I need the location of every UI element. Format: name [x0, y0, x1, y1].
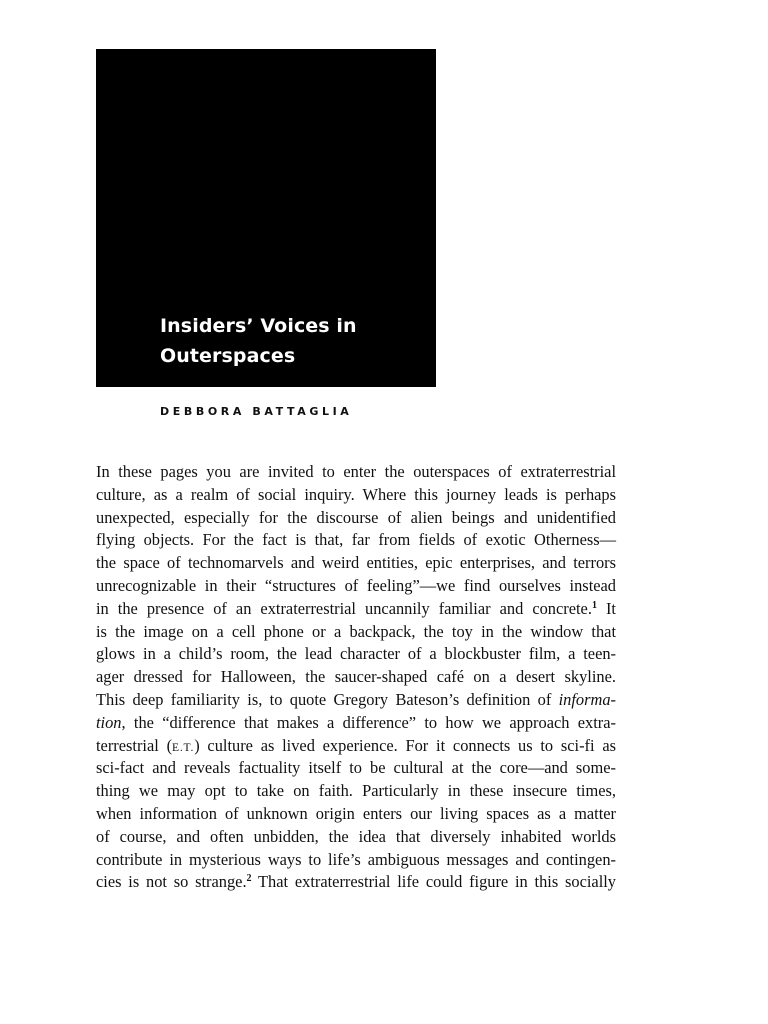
text-segment: It: [596, 598, 616, 618]
text-line: is the image on a cell phone or a backpack, the toy in the window that: [96, 621, 616, 641]
text-line: contribute in mysterious ways to life’s ambiguous messages and contingen-: [96, 849, 616, 869]
text-line: [96, 871, 616, 894]
text-segment: in the presence of an extraterrestrial uncannily familiar and concrete.: [96, 598, 592, 618]
italic-term: informa-: [558, 689, 616, 709]
text-line: when information of unknown origin enters our living spaces as a matter: [96, 803, 616, 823]
text-line: flying objects. For the fact is that, far from fields of exotic Otherness—: [96, 530, 616, 550]
chapter-title: [160, 311, 357, 371]
text-line: [96, 689, 616, 712]
text-line: thing we may opt to take on faith. Particularly in these insecure times,: [96, 781, 616, 801]
text-line: [96, 598, 616, 621]
text-segment: That extraterrestrial life could figure in this socially: [251, 872, 616, 892]
italic-term: tion: [96, 712, 122, 732]
text-segment: This deep familiarity is, to quote Gregory Bateson’s definition of: [96, 689, 559, 709]
chapter-author: DEBBORA BATTAGLIA: [160, 405, 353, 418]
chapter-title-line-2: Outerspaces: [160, 345, 296, 367]
text-line: ager dressed for Halloween, the saucer-shaped café on a desert skyline.: [96, 667, 616, 687]
text-line: of course, and often unbidden, the idea that diversely inhabited worlds: [96, 826, 616, 846]
text-line: unrecognizable in their “structures of feeling”—we find ourselves instead: [96, 575, 616, 595]
text-line: [96, 735, 616, 758]
chapter-title-line-1: Insiders’ Voices in: [160, 315, 357, 337]
text-line: culture, as a realm of social inquiry. Where this journey leads is perhaps: [96, 484, 616, 504]
footnote-marker-1[interactable]: 1: [591, 599, 597, 611]
body-paragraph: [96, 461, 616, 894]
text-line: the space of technomarvels and weird entities, epic enterprises, and terrors: [96, 553, 616, 573]
text-line: [96, 712, 616, 735]
text-line: unexpected, especially for the discourse of alien beings and unidentified: [96, 507, 616, 527]
chapter-title-block: [96, 49, 436, 387]
text-line: sci-fact and reveals factuality itself to be cultural at the core—and some-: [96, 758, 616, 778]
text-line: glows in a child’s room, the lead character of a blockbuster film, a teen-: [96, 644, 616, 664]
text-line: In these pages you are invited to enter the outerspaces of extraterrestrial: [96, 462, 616, 481]
text-segment: , the “difference that makes a difference” to how we approach extra-: [121, 712, 616, 732]
text-segment: cies is not so strange.: [96, 872, 247, 892]
footnote-marker-2[interactable]: 2: [246, 873, 252, 885]
text-segment: terrestrial (: [96, 735, 173, 755]
text-segment: ) culture as lived experience. For it connects us to sci-fi as: [194, 735, 616, 755]
small-caps-abbreviation: E.T.: [172, 741, 195, 754]
